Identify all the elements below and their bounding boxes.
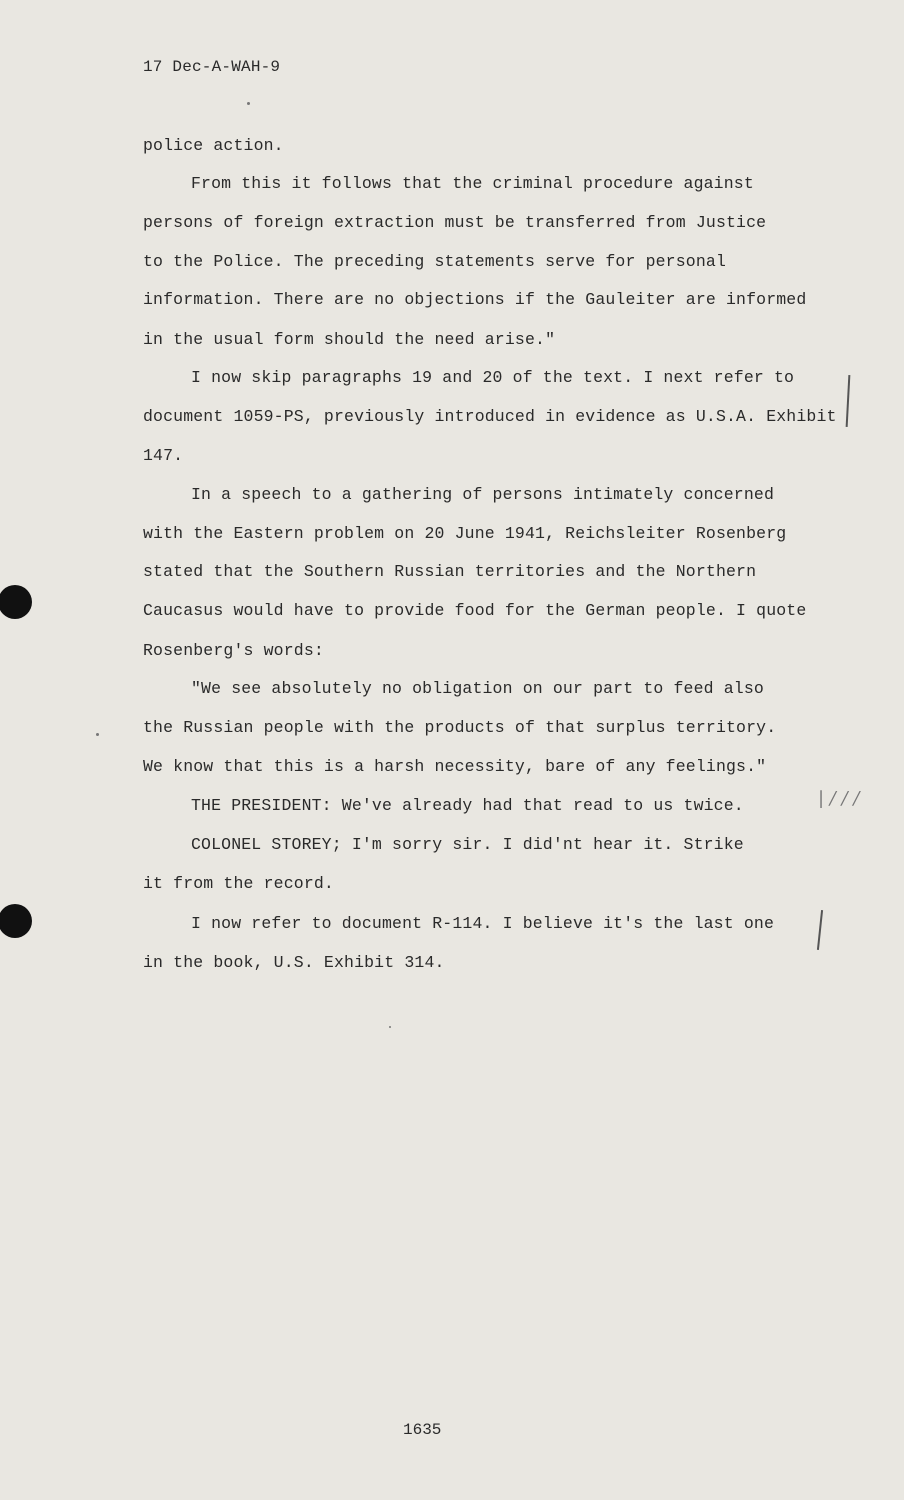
margin-mark bbox=[846, 375, 851, 427]
text-line: 147. bbox=[143, 446, 184, 465]
text-line: Caucasus would have to provide food for the German people. I quote bbox=[143, 601, 807, 620]
text-line: to the Police. The preceding statements serve for personal bbox=[143, 252, 726, 271]
paper-speck bbox=[247, 102, 250, 105]
text-line: THE PRESIDENT: We've already had that read to us twice. bbox=[191, 796, 744, 815]
page-number: 1635 bbox=[403, 1421, 442, 1439]
margin-tally-mark: | / / / bbox=[818, 788, 860, 809]
text-line: it from the record. bbox=[143, 874, 334, 893]
punch-hole-upper bbox=[0, 585, 32, 619]
margin-mark bbox=[817, 910, 823, 950]
text-line: I now refer to document R-114. I believe it's the last one bbox=[191, 914, 774, 933]
punch-hole-lower bbox=[0, 904, 32, 938]
paper-speck bbox=[96, 733, 99, 736]
paper-speck bbox=[389, 1026, 391, 1028]
text-line: in the usual form should the need arise." bbox=[143, 330, 556, 349]
text-line: in the book, U.S. Exhibit 314. bbox=[143, 953, 445, 972]
text-line: with the Eastern problem on 20 June 1941, Reichsleiter Rosenberg bbox=[143, 524, 787, 543]
text-line: persons of foreign extraction must be transferred from Justice bbox=[143, 213, 767, 232]
text-line: stated that the Southern Russian territories and the Northern bbox=[143, 562, 757, 581]
text-line: document 1059-PS, previously introduced in evidence as U.S.A. Exhibit bbox=[143, 407, 837, 426]
text-line: From this it follows that the criminal procedure against bbox=[191, 174, 754, 193]
text-line: COLONEL STOREY; I'm sorry sir. I did'nt hear it. Strike bbox=[191, 835, 744, 854]
text-line: "We see absolutely no obligation on our part to feed also bbox=[191, 679, 764, 698]
text-line: I now skip paragraphs 19 and 20 of the text. I next refer to bbox=[191, 368, 795, 387]
text-line: Rosenberg's words: bbox=[143, 641, 324, 660]
page-header-reference: 17 Dec-A-WAH-9 bbox=[143, 58, 281, 76]
text-line: the Russian people with the products of that surplus territory. bbox=[143, 718, 777, 737]
text-line: information. There are no objections if the Gauleiter are informed bbox=[143, 290, 807, 309]
text-line: police action. bbox=[143, 136, 284, 155]
text-line: In a speech to a gathering of persons intimately concerned bbox=[191, 485, 774, 504]
text-line: We know that this is a harsh necessity, bare of any feelings." bbox=[143, 757, 767, 776]
